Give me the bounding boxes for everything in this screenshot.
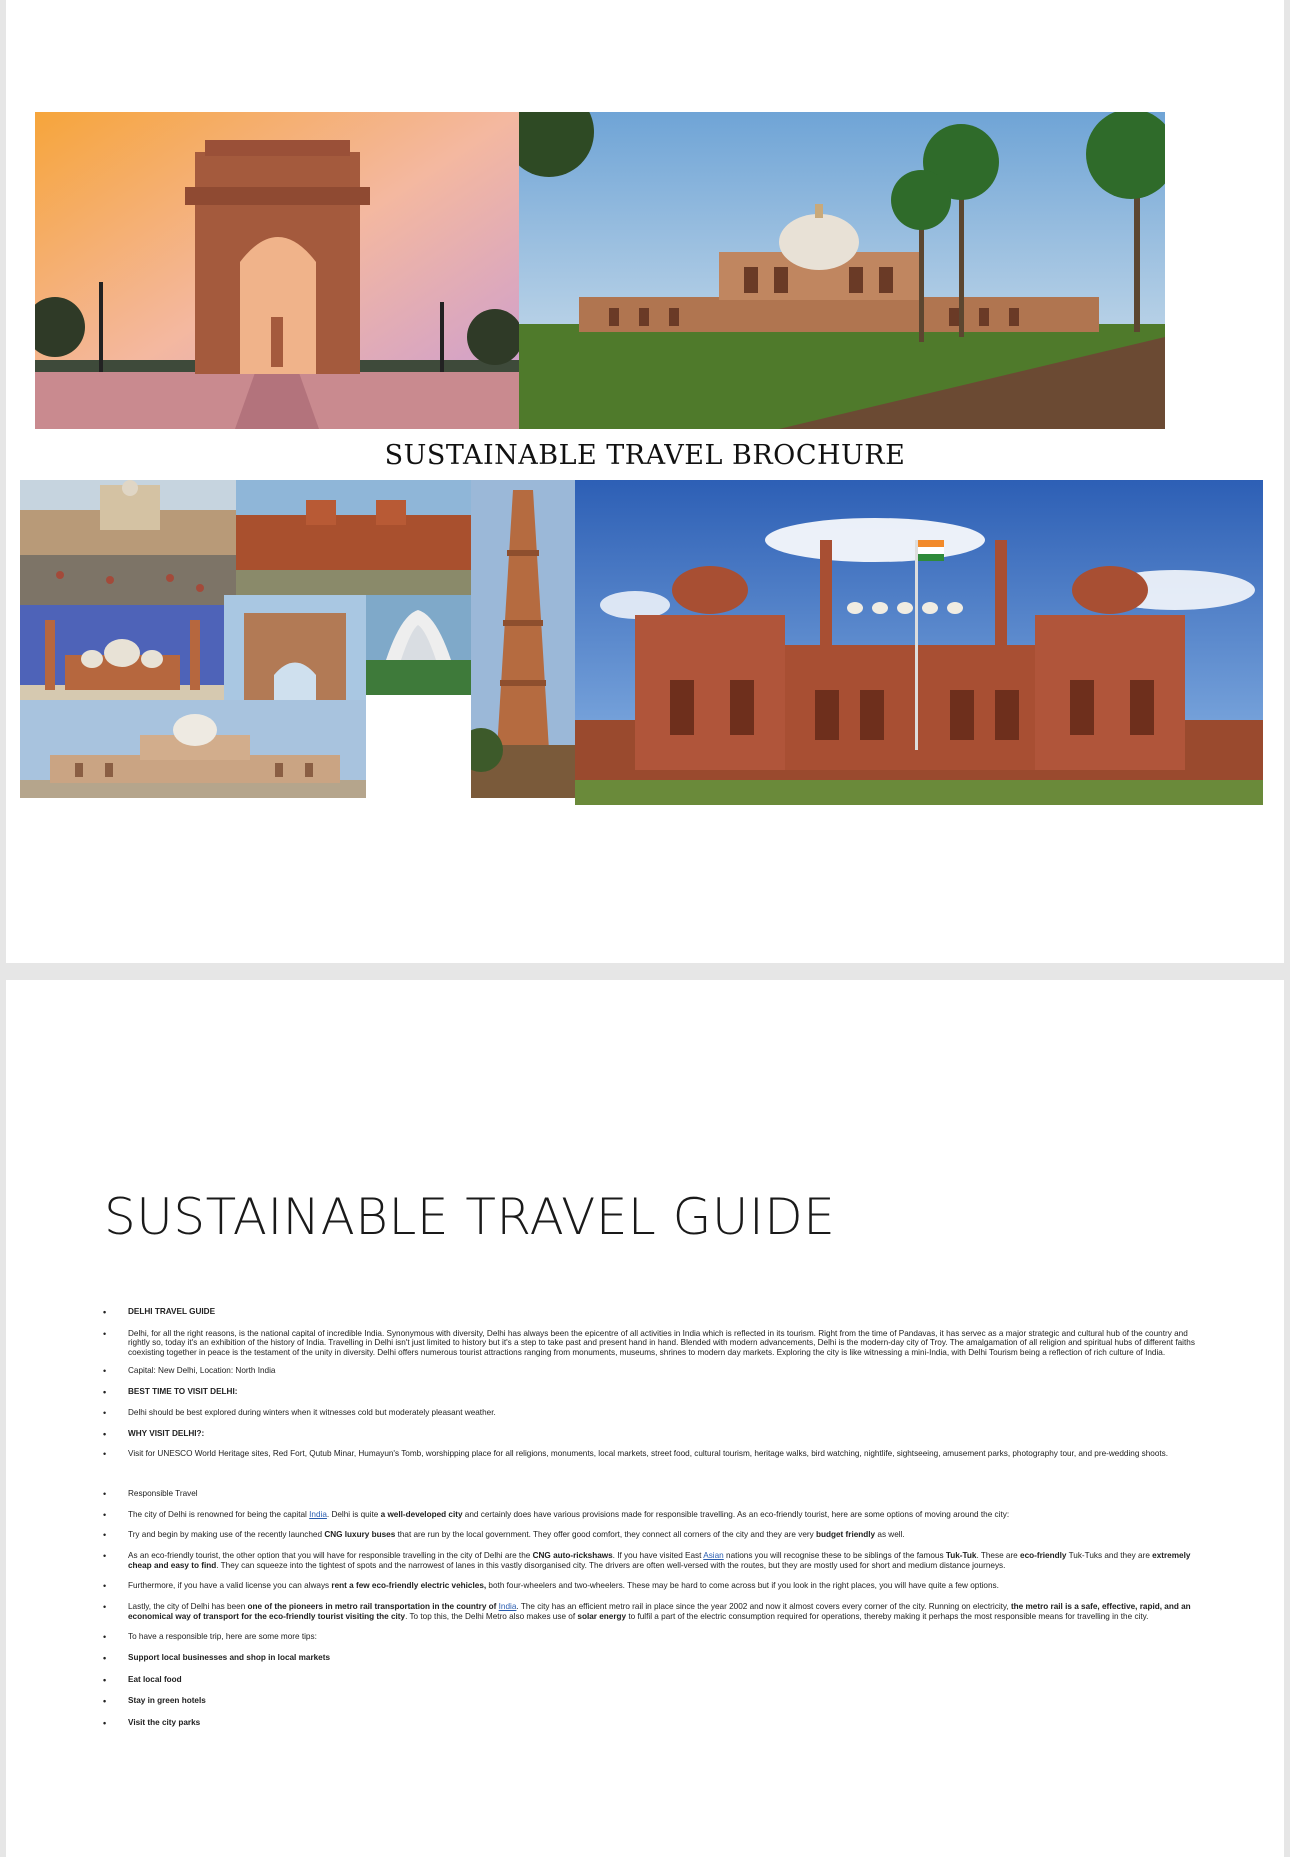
brochure-title: SUSTAINABLE TRAVEL BROCHURE xyxy=(384,440,906,471)
tip-item: • Support local businesses and shop in local markets xyxy=(103,1653,1198,1663)
jama-masjid-photo xyxy=(20,605,224,700)
responsible-paragraph-rickshaws: • As an eco-friendly tourist, the other option that you will have for responsible travelling in the city of Delhi are the CNG auto-rickshaws. If you have visited East Asian nations you will recognise these to be siblings of the famous Tuk-Tuk. These are eco-friendly Tuk-Tuks and they are extremely cheap and easy to find. They can squeeze into the tightest of spots and the narrowest of lanes in this vastly disorganised city. The drivers are often well-versed with the routes, but they are mostly used for short and medium distance journeys. xyxy=(103,1551,1198,1570)
best-time-paragraph: • Delhi should be best explored during winters when it witnesses cold but moderately pleasant weather. xyxy=(103,1408,1198,1418)
delhi-intro-paragraph: • Delhi, for all the right reasons, is the national capital of incredible India. Synonymous with diversity, Delhi has always been the epicentre of all activities in India which is reflected in its tourism. Right from the time of Pandavas, it has servec as a major strategic and cultural hub of the country and rightly so, today it's an exhibition of the history of India. Travelling in Delhi isn't just limited to history but it's a step to take past and present hand in hand. Blended with modern advancements, Delhi is the modern-day city of Troy. The amalgamation of all religion and spiritual hubs of different faiths coexisting together in peace is the testament of the unity in diversity. Delhi offers numerous tourist attractions ranging from monuments, museums, shrines to modern day markets. Exploring the city is like witnessing a mini-India, with Delhi Tourism being a reflection of rich culture of India. xyxy=(103,1329,1198,1358)
guide-title: SUSTAINABLE TRAVEL GUIDE xyxy=(104,1188,836,1246)
tips-intro: • To have a responsible trip, here are some more tips: xyxy=(103,1632,1198,1642)
responsible-paragraph-buses: • Try and begin by making use of the recently launched CNG luxury buses that are run by the local government. They offer good comfort, they connect all corners of the city and they are very budget friendly as well. xyxy=(103,1530,1198,1540)
india-gate-sunset-photo xyxy=(35,112,519,429)
heading-responsible-travel: • Responsible Travel xyxy=(103,1489,1198,1499)
tip-item: • Stay in green hotels xyxy=(103,1696,1198,1706)
chandni-chowk-street-photo xyxy=(20,480,236,605)
humayuns-tomb-small-photo xyxy=(20,700,366,798)
responsible-paragraph-metro: • Lastly, the city of Delhi has been one of the pioneers in metro rail transportation in the country of India. The city has an efficient metro rail in place since the year 2002 and now it almost covers every corner of the city. Running on electricity, the metro rail is a safe, effective, rapid, and an economical way of transport for the eco-friendly tourist visiting the city. To top this, the Delhi Metro also makes use of solar energy to fulfil a part of the electric consumption required for operations, thereby making it perhaps the most responsible means for travelling in the city. xyxy=(103,1602,1198,1621)
responsible-paragraph-electric: • Furthermore, if you have a valid license you can always rent a few eco-friendly electric vehicles, both four-wheelers and two-wheelers. These may be hard to come across but if you look in the right places, you will have quite a few options. xyxy=(103,1581,1198,1591)
heading-delhi-travel-guide: • DELHI TRAVEL GUIDE xyxy=(103,1307,1198,1317)
asian-link[interactable]: Asian xyxy=(703,1551,724,1561)
responsible-paragraph-capital: • The city of Delhi is renowned for being the capital India. Delhi is quite a well-developed city and certainly does have various provisions made for responsible travelling. As an eco-friendly tourist, here are some options of moving around the city: xyxy=(103,1510,1198,1520)
tip-item: • Visit the city parks xyxy=(103,1718,1198,1728)
guide-bullet-list xyxy=(103,1307,1198,1728)
qutub-minar-photo xyxy=(471,480,575,798)
humayuns-tomb-palms-photo xyxy=(519,112,1165,429)
india-link[interactable]: India xyxy=(309,1509,327,1519)
heading-best-time: • BEST TIME TO VISIT DELHI: xyxy=(103,1387,1198,1397)
heading-why-visit: • WHY VISIT DELHI?: xyxy=(103,1429,1198,1439)
lotus-temple-photo xyxy=(366,595,471,695)
why-visit-paragraph: • Visit for UNESCO World Heritage sites, Red Fort, Qutub Minar, Humayun's Tomb, worshipping place for all religions, monuments, local markets, street food, cultural tourism, heritage walks, bird watching, nightlife, sightseeing, amusement parks, photography tour, and pre-wedding shoots. xyxy=(103,1449,1198,1459)
india-link-2[interactable]: India xyxy=(498,1602,517,1612)
brochure-page xyxy=(6,0,1284,963)
red-fort-flag-photo xyxy=(575,480,1263,805)
red-fort-wall-photo xyxy=(236,480,471,595)
capital-location-line: • Capital: New Delhi, Location: North India xyxy=(103,1366,1198,1376)
tip-item: • Eat local food xyxy=(103,1675,1198,1685)
guide-page xyxy=(6,980,1284,1857)
